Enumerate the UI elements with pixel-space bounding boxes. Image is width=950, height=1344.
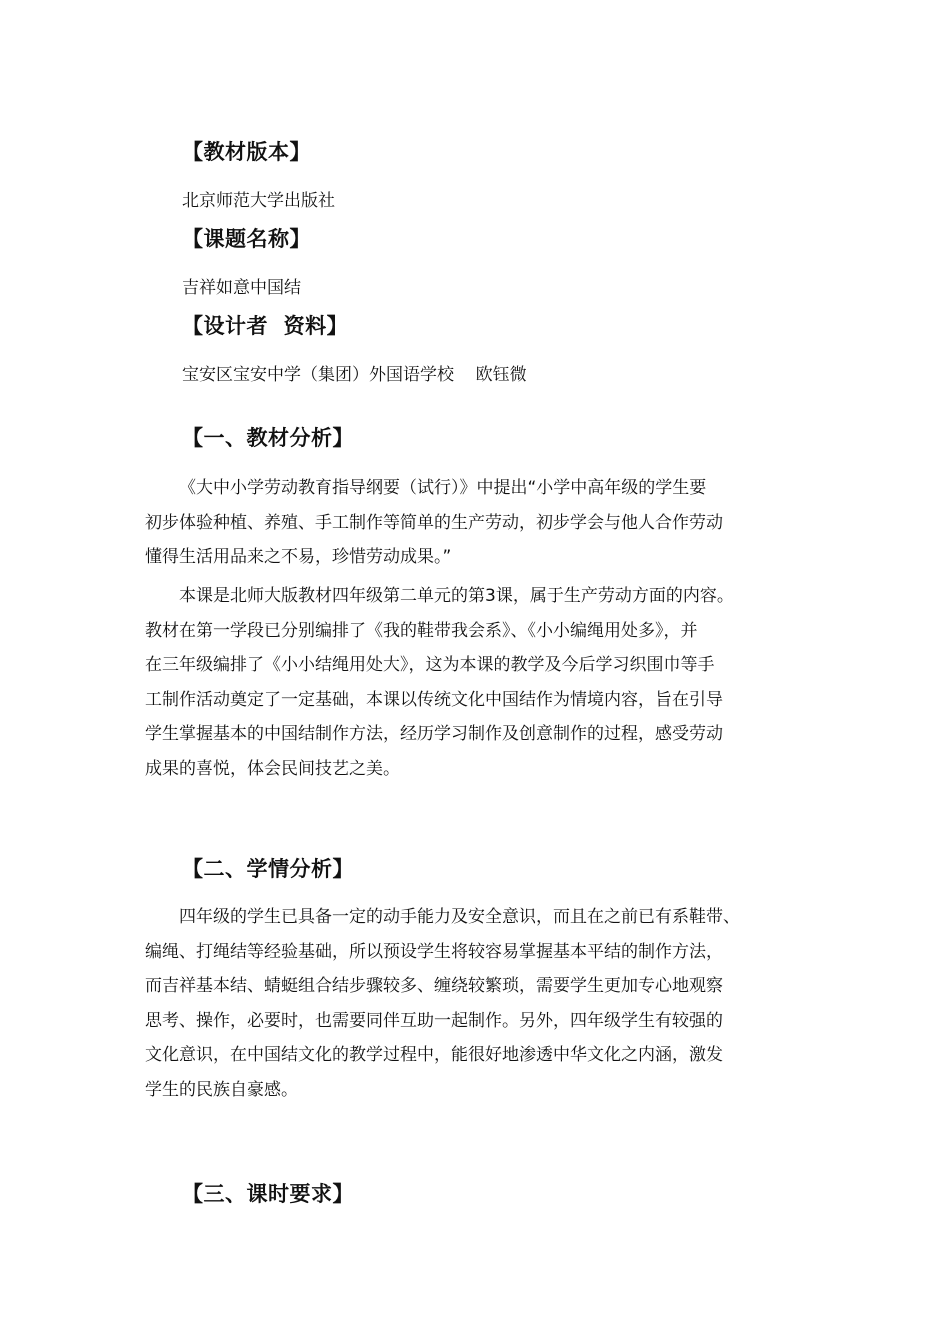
edition-value: 北京师范大学出版社	[182, 191, 335, 211]
topic-heading: 【课题名称】	[182, 227, 311, 251]
learner-paragraph-1	[145, 900, 825, 1107]
analysis-paragraph-1	[145, 471, 825, 575]
paragraph-line: 懂得生活用品来之不易，珍惜劳动成果。”	[145, 547, 452, 567]
paragraph-line: 本课是北师大版教材四年级第二单元的第3课，属于生产劳动方面的内容。	[179, 586, 734, 606]
analysis-heading: 【一、教材分析】	[182, 426, 354, 450]
paragraph-line: 成果的喜悦，体会民间技艺之美。	[145, 758, 400, 779]
paragraph-line: 而吉祥基本结、蜻蜓组合结步骤较多、缠绕较繁琐，需要学生更加专心地观察	[145, 976, 723, 996]
paragraph-line: 工制作活动奠定了一定基础，本课以传统文化中国结作为情境内容，旨在引导	[145, 689, 723, 710]
paragraph-line: 学生的民族自豪感。	[145, 1079, 298, 1100]
paragraph-line: 学生掌握基本的中国结制作方法，经历学习制作及创意制作的过程，感受劳动	[145, 724, 723, 744]
edition-heading: 【教材版本】	[182, 140, 311, 164]
hours-heading: 【三、课时要求】	[182, 1182, 354, 1206]
paragraph-line: 思考、操作，必要时，也需要同伴互助一起制作。另外，四年级学生有较强的	[145, 1010, 723, 1031]
paragraph-line: 《大中小学劳动教育指导纲要（试行）》中提出“小学中高年级的学生要	[179, 478, 707, 498]
paragraph-line: 四年级的学生已具备一定的动手能力及安全意识，而且在之前已有系鞋带、	[179, 907, 740, 927]
designer-heading: 【设计者 资料】	[182, 314, 349, 338]
designer-value: 宝安区宝安中学（集团）外国语学校 欧钰微	[182, 365, 527, 385]
paragraph-line: 编绳、打绳结等经验基础，所以预设学生将较容易掌握基本平结的制作方法，	[145, 941, 723, 962]
paragraph-line: 初步体验种植、养殖、手工制作等简单的生产劳动，初步学会与他人合作劳动	[145, 512, 723, 533]
paragraph-line: 文化意识，在中国结文化的教学过程中，能很好地渗透中华文化之内涵，激发	[145, 1045, 723, 1065]
paragraph-line: 教材在第一学段已分别编排了《我的鞋带我会系》、《小小编绳用处多》，并	[145, 620, 698, 641]
topic-value: 吉祥如意中国结	[182, 278, 301, 298]
learner-heading: 【二、学情分析】	[182, 857, 354, 881]
paragraph-line: 在三年级编排了《小小结绳用处大》，这为本课的教学及今后学习织围巾等手	[145, 655, 715, 675]
analysis-paragraph-2	[145, 579, 825, 786]
